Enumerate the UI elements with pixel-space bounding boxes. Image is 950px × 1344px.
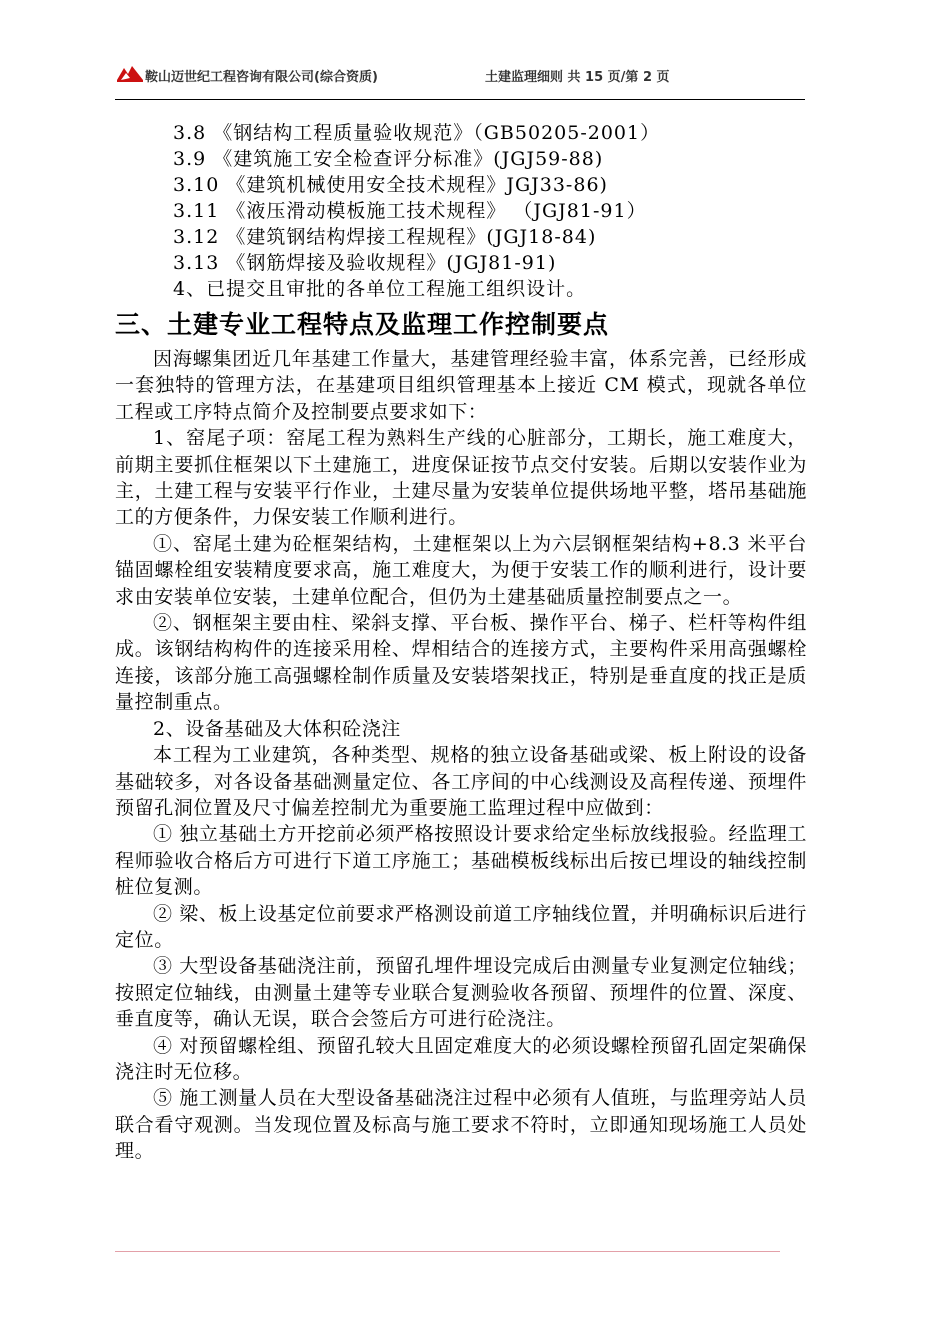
- reference-item: 3.8 《钢结构工程质量验收规范》（GB50205-2001）: [173, 122, 661, 144]
- body-paragraph: 本工程为工业建筑，各种类型、规格的独立设备基础或梁、板上附设的设备基础较多，对各设备基础测量定位、各工序间的中心线测设及高程传递、预埋件预留孔洞位置及尺寸偏差控制尤为重要施工监理过程中应做到：: [115, 744, 807, 819]
- reference-item: 3.11 《液压滑动模板施工技术规程》 （JGJ81-91）: [173, 200, 647, 222]
- header-divider: [115, 99, 805, 100]
- body-paragraph: ④ 对预留螺栓组、预留孔较大且固定难度大的必须设螺栓预留孔固定架确保浇注时无位移。: [115, 1034, 807, 1083]
- body-paragraph: ③ 大型设备基础浇注前，预留孔埋件埋设完成后由测量专业复测定位轴线；按照定位轴线，由测量土建等专业联合复测验收各预留、预埋件的位置、深度、垂直度等，确认无误，联合会签后方可进行砼浇注。: [115, 955, 807, 1031]
- page-body: [115, 120, 807, 1165]
- reference-item: 3.10 《建筑机械使用安全技术规程》JGJ33-86): [173, 174, 608, 196]
- reference-item: 3.9 《建筑施工安全检查评分标准》(JGJ59-88): [173, 148, 604, 170]
- reference-item: 4、已提交且审批的各单位工程施工组织设计。: [173, 278, 587, 300]
- body-paragraph: ① 独立基础土方开挖前必须严格按照设计要求给定坐标放线报验。经监理工程师验收合格后方可进行下道工序施工；基础模板线标出后按已埋设的轴线控制桩位复测。: [115, 823, 807, 899]
- reference-item: 3.13 《钢筋焊接及验收规程》(JGJ81-91): [173, 252, 557, 274]
- company-logo-icon: [115, 62, 145, 84]
- body-paragraph: ①、窑尾土建为砼框架结构，土建框架以上为六层钢框架结构+8.3 米平台锚固螺栓组安装精度要求高，施工难度大，为便于安装工作的顺利进行，设计要求由安装单位安装，土建单位配合，但仍为土建基础质量控制要点之一。: [115, 532, 807, 608]
- reference-item: 3.12 《建筑钢结构焊接工程规程》(JGJ18-84): [173, 226, 597, 248]
- company-name: 鞍山迈世纪工程咨询有限公司(综合资质): [145, 70, 378, 85]
- document-title-pagination: 土建监理细则 共 15 页/第 2 页: [485, 70, 670, 85]
- footer-divider: [115, 1251, 780, 1252]
- body-paragraph: ②、钢框架主要由柱、梁斜支撑、平台板、操作平台、梯子、栏杆等构件组成。该钢结构构件的连接采用栓、焊相结合的连接方式，主要构件采用高强螺栓连接，该部分施工高强螺栓制作质量及安装塔架找正，特别是垂直度的找正是质量控制重点。: [115, 612, 807, 714]
- body-paragraph: ⑤ 施工测量人员在大型设备基础浇注过程中必须有人值班，与监理旁站人员联合看守观测。当发现位置及标高与施工要求不符时，立即通知现场施工人员处理。: [115, 1087, 807, 1163]
- page-header: [115, 58, 805, 98]
- body-paragraph: 1、窑尾子项：窑尾工程为熟料生产线的心脏部分，工期长，施工难度大，前期主要抓住框架以下土建施工，进度保证按节点交付安装。后期以安装作业为主，土建工程与安装平行作业，土建尽量为安装单位提供场地平整，塔吊基础施工的方便条件，力保安装工作顺利进行。: [115, 427, 807, 529]
- subsection-heading: 2、设备基础及大体积砼浇注: [153, 717, 401, 740]
- body-paragraph: ② 梁、板上设基定位前要求严格测设前道工序轴线位置，并明确标识后进行定位。: [115, 902, 807, 951]
- section-heading: 三、土建专业工程特点及监理工作控制要点: [115, 310, 610, 339]
- body-paragraph: 因海螺集团近几年基建工作量大，基建管理经验丰富，体系完善，已经形成一套独特的管理方法，在基建项目组织管理基本上接近 CM 模式，现就各单位工程或工序特点简介及控制要点要求如下：: [115, 348, 807, 423]
